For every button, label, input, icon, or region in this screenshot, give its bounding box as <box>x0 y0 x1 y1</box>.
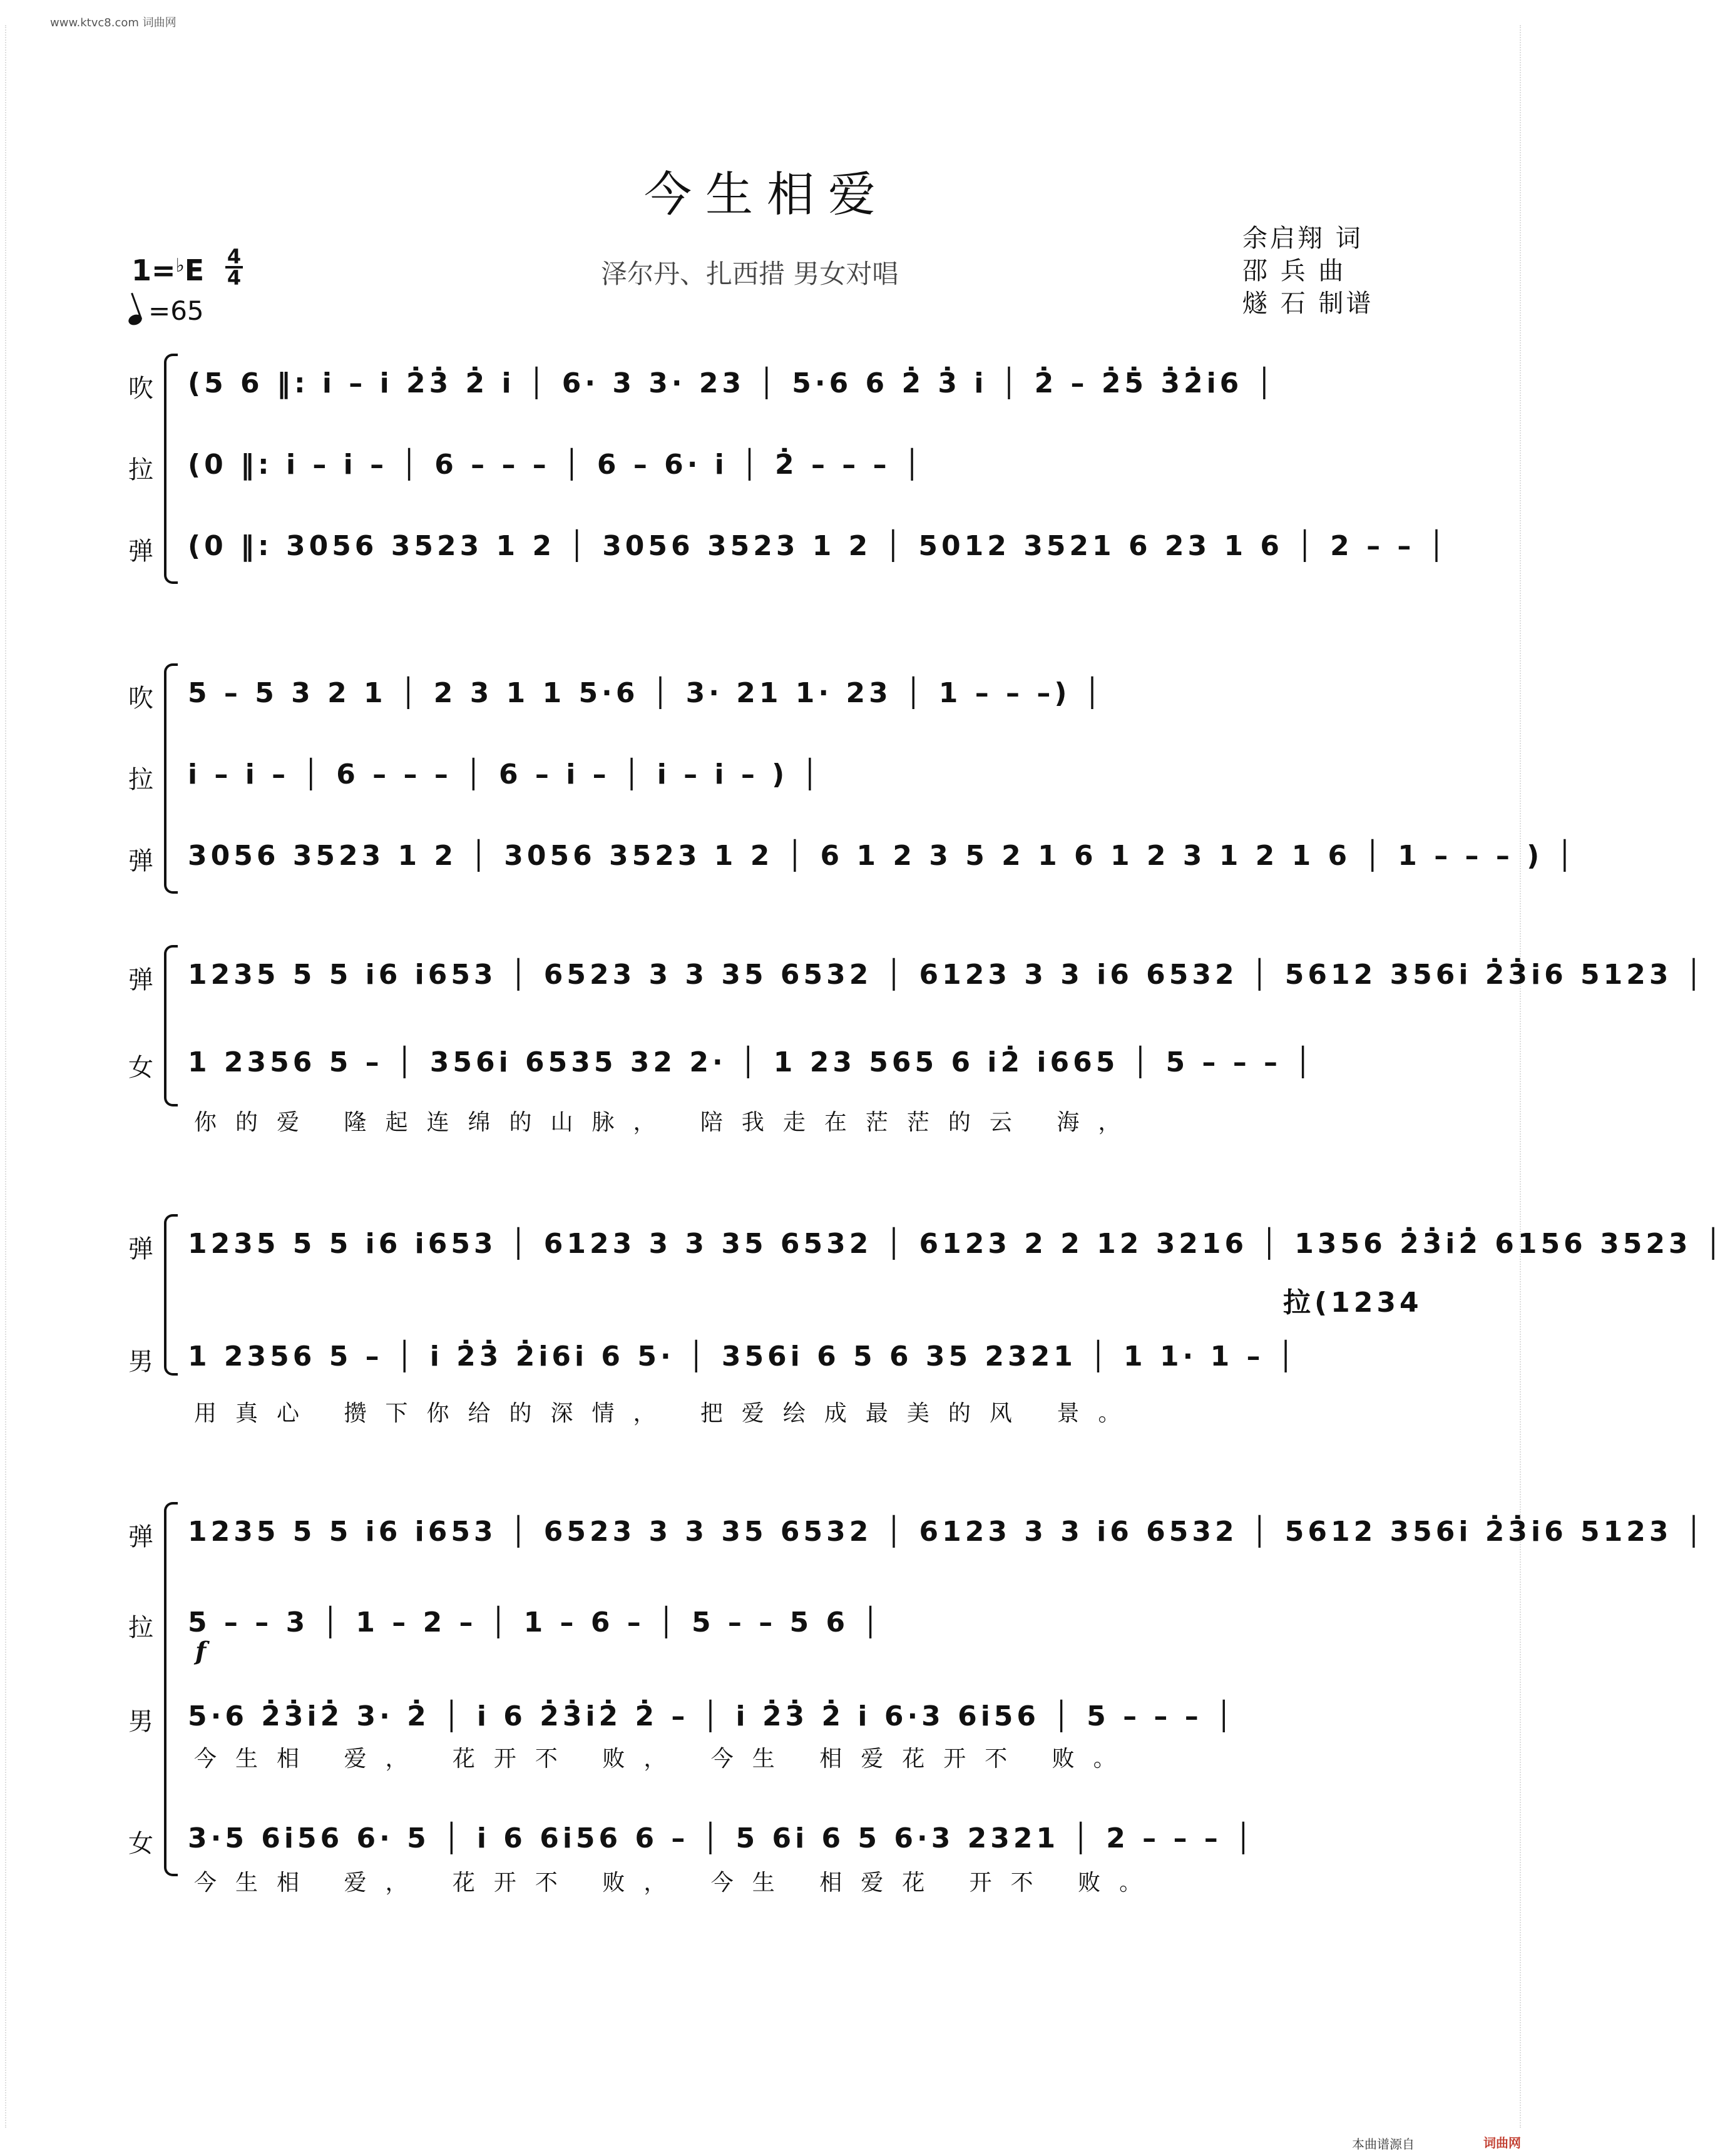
staff-row <box>0 1220 1725 1270</box>
part-label: 男 <box>128 1347 153 1376</box>
credits <box>1242 222 1373 320</box>
staff-row <box>0 1333 1533 1383</box>
notation: i – i – │ 6 – – – │ 6 – i – │ i – i – ) │ <box>188 759 822 790</box>
staff-row <box>0 670 1533 720</box>
part-label: 拉 <box>128 765 153 794</box>
staff-row <box>0 441 1533 491</box>
staff-row <box>0 1693 1533 1743</box>
lyrics-line: 用真心 攒下你给的深情， 把爱绘成最美的风 景。 <box>194 1401 1140 1426</box>
notation: 5·6 2̇3̇i2̇ 3· 2̇ │ i 6 2̇3̇i2̇ 2̇ – │ i 2̇3̇ 2̇ i 6·3 6i56 │ 5 – – – │ <box>188 1700 1236 1732</box>
part-label: 女 <box>128 1053 153 1082</box>
part-label: 女 <box>128 1829 153 1858</box>
lyrics-line: 今生相 爱， 花开不 败， 今生 相爱花 开不 败。 <box>194 1870 1161 1896</box>
part-label: 吹 <box>128 684 153 713</box>
staff-row <box>0 832 1577 882</box>
tempo-value: =65 <box>148 295 204 326</box>
cue-notation: 拉(1234 <box>1283 1287 1423 1319</box>
notation: 1 2356 5 – │ i 2̇3̇ 2̇i6i 6 5· │ 356i 6 5 6 35 2321 │ 1 1· 1 – │ <box>188 1341 1298 1372</box>
staff-row <box>0 360 1533 410</box>
notation: (0 ‖: i – i – │ 6 – – – │ 6 – 6· i │ 2̇ – – – │ <box>188 449 924 481</box>
staff-row <box>0 751 1533 801</box>
credit-lyricist: 余启翔 词 <box>1242 224 1363 253</box>
credit-transcriber: 燧 石 制谱 <box>1242 289 1374 318</box>
key-prefix: 1= <box>131 253 176 287</box>
part-label: 男 <box>128 1707 153 1736</box>
notation: 1235 5 5 i6 i653 │ 6123 3 3 35 6532 │ 6123 2 2 12 3216 │ 1356 2̇3̇i2̇ 6156 3523 │ <box>188 1228 1725 1260</box>
staff-row <box>0 1815 1533 1865</box>
footer-source-label: 本曲谱源自 <box>1352 2137 1415 2152</box>
credit-composer: 邵 兵 曲 <box>1242 257 1346 285</box>
lyrics-line: 你的爱 隆起连绵的山脉， 陪我走在茫茫的云 海， <box>194 1110 1140 1135</box>
notation: 1235 5 5 i6 i653 │ 6523 3 3 35 6532 │ 6123 3 3 i6 6532 │ 5612 356i 2̇3̇i6 5123 │ <box>188 959 1706 991</box>
staff-row <box>0 1508 1706 1558</box>
part-label: 弹 <box>128 537 153 566</box>
part-label: 弹 <box>128 1235 153 1264</box>
notation: 3056 3523 1 2 │ 3056 3523 1 2 │ 6 1 2 3 5 2 1 6 1 2 3 1 2 1 6 │ 1 – – – ) │ <box>188 840 1577 872</box>
part-label: 拉 <box>128 1613 153 1642</box>
quarter-note-icon <box>127 313 143 327</box>
tempo-marking <box>128 295 204 326</box>
notation: 5 – 5 3 2 1 │ 2 3 1 1 5·6 │ 3· 21 1· 23 │ 1 – – –) │ <box>188 677 1105 709</box>
meter-top: 4 <box>227 245 242 268</box>
notation: (0 ‖: 3056 3523 1 2 │ 3056 3523 1 2 │ 5012 3521 6 23 1 6 │ 2 – – │ <box>188 530 1449 562</box>
notation: 1 2356 5 – │ 356i 6535 32 2· │ 1 23 565 6 i2̇ i665 │ 5 – – – │ <box>188 1046 1315 1078</box>
part-label: 拉 <box>128 456 153 484</box>
part-label: 吹 <box>128 374 153 403</box>
footer-site-logo[interactable]: 词曲网 <box>1483 2135 1521 2150</box>
meter-bottom: 4 <box>227 266 242 290</box>
flat-sign: ♭ <box>175 255 185 277</box>
part-label: 弹 <box>128 847 153 876</box>
header-url[interactable]: www.ktvc8.com 词曲网 <box>50 16 177 29</box>
subtitle: 泽尔丹、扎西措 男女对唱 <box>601 258 899 289</box>
staff-row <box>0 1599 1533 1649</box>
notation: 1235 5 5 i6 i653 │ 6523 3 3 35 6532 │ 6123 3 3 i6 6532 │ 5612 356i 2̇3̇i6 5123 │ <box>188 1516 1706 1548</box>
staff-row <box>0 1039 1533 1089</box>
key-signature <box>131 253 204 287</box>
notation: 5 – – 3 │ 1 – 2 – │ 1 – 6 – │ 5 – – 5 6 │ <box>188 1607 883 1638</box>
key-note: E <box>184 253 205 287</box>
staff-row <box>0 523 1533 573</box>
staff-row <box>0 951 1706 1001</box>
time-signature <box>225 245 243 290</box>
dynamic-marking: f <box>195 1637 207 1666</box>
page-title: 今生相爱 <box>644 166 889 222</box>
notation: (5 6 ‖: i – i 2̇3̇ 2̇ i │ 6· 3 3· 23 │ 5·6 6 2̇ 3̇ i │ 2̇ – 2̇5̇ 3̇2̇i6 │ <box>188 367 1277 399</box>
lyrics-line: 今生相 爱， 花开不 败， 今生 相爱花开不 败。 <box>194 1746 1135 1772</box>
part-label: 弹 <box>128 966 153 994</box>
part-label: 弹 <box>128 1523 153 1551</box>
notation: 3·5 6i56 6· 5 │ i 6 6i56 6 – │ 5 6i 6 5 6·3 2321 │ 2 – – – │ <box>188 1822 1256 1854</box>
